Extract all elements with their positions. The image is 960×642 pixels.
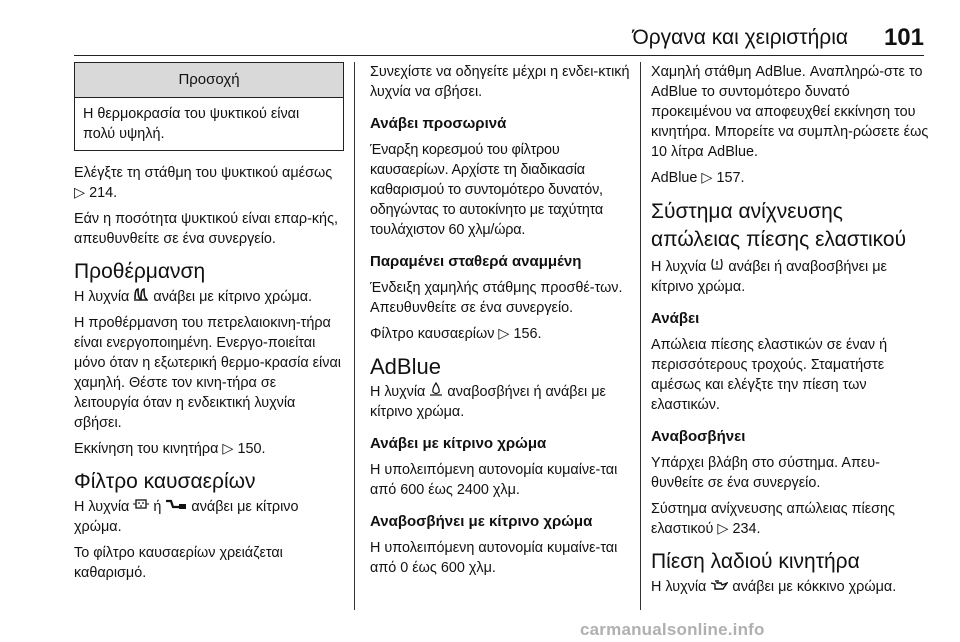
page-ref-arrow-icon: ▷ [717,521,729,537]
paragraph: Υπάρχει βλάβη στο σύστημα. Απευ-θυνθείτε σε ένα συνεργείο. [651,455,880,491]
paragraph: Η λυχνία ή ανάβει με κίτρινο χρώμα. [74,496,344,537]
subheading: Παραμένει σταθερά αναμμένη [370,253,582,270]
paragraph: Ελέγξτε τη στάθμη του ψυκτικού αμέσως ▷ 214. [74,165,333,201]
page-ref-arrow-icon: ▷ [701,170,713,186]
page-header [0,0,960,56]
paragraph: Το φίλτρο καυσαερίων χρειάζεται καθαρισμό. [74,545,283,581]
paragraph: Έναρξη κορεσμού του φίλτρου καυσαερίων. Αρχίστε τη διαδικασία καθαρισμού το συντομότερο δυνατόν, οδηγώντας το αυτοκίνητο με ταχύτητα τουλάχιστον 60 χλμ/ώρα. [370,142,604,238]
paragraph: Η προθέρμανση του πετρελαιοκινη-τήρα είναι ενεργοποιημένη. Ενεργο-ποιείται μόνο όταν η εξωτερική θερμο-κρασία είναι χαμηλή. Θέστε τον κινη-τήρα σε λειτουργία όταν η ενδεικτική λυχνία σβήσει. [74,315,341,431]
page-ref[interactable]: 214. [89,185,118,201]
caution-box [74,62,344,151]
paragraph: Εάν η ποσότητα ψυκτικού είναι επαρ-κής, απευθυνθείτε σε ένα συνεργείο. [74,211,338,247]
subheading: Αναβοσβήνει με κίτρινο χρώμα [370,513,593,530]
column-divider [640,62,641,610]
subheading: Ανάβει προσωρινά [370,115,507,132]
column-2 [370,62,632,584]
subheading: Αναβοσβήνει [651,428,746,445]
adblue-icon [429,381,443,401]
caution-text: Η θερμοκρασία του ψυκτικού είναι πολύ υψηλή. [83,106,300,142]
column-1 [74,62,344,589]
particle-filter-icon [133,496,149,516]
page-ref[interactable]: 234. [732,521,761,537]
paragraph: Η υπολειπόμενη αυτονομία κυμαίνε-ται από 600 έως 2400 χλμ. [370,462,618,498]
glow-plug-icon [133,286,149,306]
paragraph: Συνεχίστε να οδηγείτε μέχρι η ενδει-κτική λυχνία να σβήσει. [370,64,630,100]
watermark: carmanualsonline.info [580,620,765,639]
page-ref[interactable]: 150. [237,441,266,457]
page-ref-arrow-icon: ▷ [498,326,510,342]
column-3 [651,62,929,603]
column-divider [354,62,355,610]
paragraph: Η λυχνία αναβοσβήνει ή ανάβει με κίτρινο χρώμα. [370,381,632,422]
header-rule [74,55,924,56]
paragraph: Χαμηλή στάθμη AdBlue. Αναπληρώ-στε το AdBlue το συντομότερο δυνατό προκειμένου να αποφευχθεί εκκίνηση του κινητήρα. Μπορείτε να συμπλη-ρώσετε έως 10 λίτρα AdBlue. [651,64,929,160]
paragraph: Η λυχνία ανάβει με κίτρινο χρώμα. [74,286,344,307]
caution-title: Προσοχή [75,63,343,98]
subheading: Ανάβει [651,310,700,327]
page-ref-arrow-icon: ▷ [74,185,86,201]
exhaust-icon [165,496,187,516]
paragraph: Εκκίνηση του κινητήρα ▷ 150. [74,441,266,457]
page-ref[interactable]: 157. [716,170,745,186]
paragraph: Η υπολειπόμενη αυτονομία κυμαίνε-ται από 0 έως 600 χλμ. [370,540,618,576]
section-heading-oil-pressure: Πίεση λαδιού κινητήρα [651,550,860,573]
section-heading-preheat: Προθέρμανση [74,260,206,283]
paragraph: AdBlue ▷ 157. [651,170,745,186]
paragraph: Φίλτρο καυσαερίων ▷ 156. [370,326,542,342]
paragraph: Η λυχνία ανάβει ή αναβοσβήνει με κίτρινο χρώμα. [651,256,929,297]
tire-pressure-icon [710,256,724,276]
page-ref[interactable]: 156. [513,326,542,342]
section-heading-exhaust-filter: Φίλτρο καυσαερίων [74,470,256,493]
chapter-title: Όργανα και χειριστήρια [632,26,848,49]
paragraph: Η λυχνία ανάβει με κόκκινο χρώμα. [651,576,929,597]
page-ref-arrow-icon: ▷ [222,441,234,457]
page-number: 101 [883,24,924,51]
paragraph: Απώλεια πίεσης ελαστικών σε έναν ή περισσότερους τροχούς. Σταματήστε αμέσως και ελέγξτε την πίεση των ελαστικών. [651,337,888,413]
paragraph: Ένδειξη χαμηλής στάθμης προσθέ-των. Απευθυνθείτε σε ένα συνεργείο. [370,280,623,316]
paragraph: Σύστημα ανίχνευσης απώλειας πίεσης ελαστικού ▷ 234. [651,501,895,537]
oil-can-icon [710,576,728,596]
subheading: Ανάβει με κίτρινο χρώμα [370,435,547,452]
section-heading-tpms: Σύστημα ανίχνευσης απώλειας πίεσης ελαστικού [651,200,907,251]
section-heading-adblue: AdBlue [370,354,441,379]
